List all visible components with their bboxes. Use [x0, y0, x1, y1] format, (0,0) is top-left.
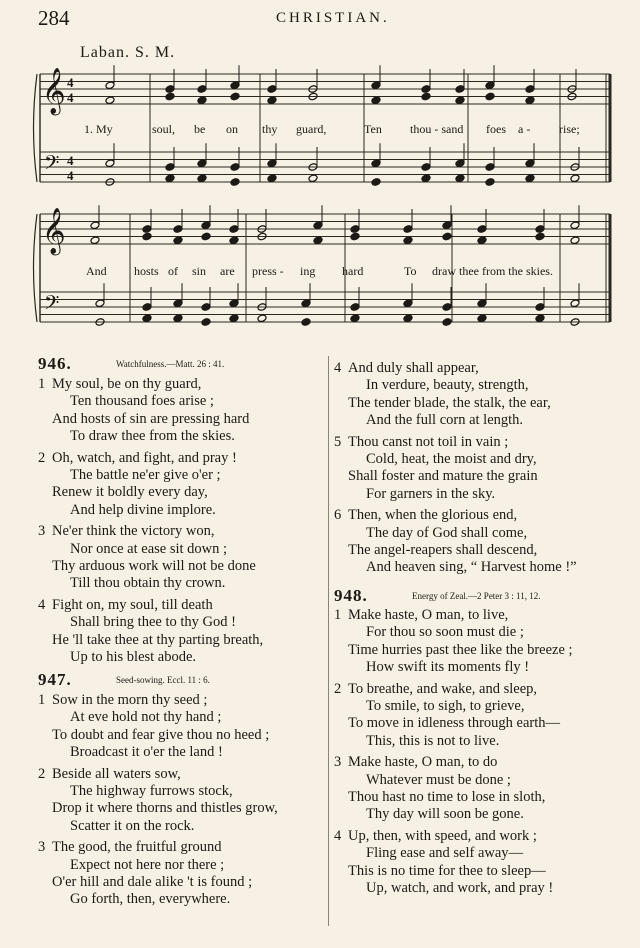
hymn-line: Ten thousand foes arise ;	[70, 393, 214, 410]
note-head	[421, 163, 431, 172]
verse-number: 4	[38, 596, 46, 613]
lyric-syllable: soul,	[152, 122, 176, 136]
note-head	[403, 299, 413, 308]
hymn-line: Sow in the morn thy seed ;	[52, 692, 208, 708]
hymn-line: And duly shall appear,	[348, 360, 479, 376]
note-head	[105, 159, 115, 168]
note-head	[485, 163, 495, 172]
hymn-line: Broadcast it o'er the land !	[70, 744, 223, 761]
hymn-line: Fight on, my soul, till death	[52, 596, 213, 613]
verse-number: 2	[38, 449, 46, 466]
note-head	[105, 81, 115, 90]
note-head	[350, 314, 360, 323]
note-head	[165, 85, 175, 94]
note-head	[455, 159, 465, 168]
note-head	[485, 178, 495, 187]
note-head	[421, 174, 431, 183]
lyric-syllable: foes	[486, 122, 506, 136]
note-head	[173, 314, 183, 323]
lyric-syllable: press -	[252, 264, 284, 278]
note-head	[165, 174, 175, 183]
note-head	[313, 221, 323, 230]
note-head	[229, 225, 239, 234]
time-signature: 4	[67, 153, 74, 168]
lyric-syllable: guard,	[296, 122, 327, 136]
note-head	[230, 81, 240, 90]
note-head	[229, 299, 239, 308]
note-head	[442, 232, 452, 241]
note-head	[142, 303, 152, 312]
note-head	[455, 85, 465, 94]
note-head	[455, 174, 465, 183]
note-head	[230, 92, 240, 101]
hymn-number: 948.	[334, 586, 368, 605]
note-head	[105, 96, 115, 105]
lyric-syllable: 1. My	[84, 122, 113, 136]
hymn-line: Ne'er think the victory won,	[52, 523, 215, 540]
hymn-line: To draw thee from the skies.	[70, 428, 235, 445]
note-head	[197, 85, 207, 94]
note-head	[229, 236, 239, 245]
hymn-line: At eve hold not thy hand ;	[70, 709, 222, 726]
lyric-syllable: thy	[262, 122, 278, 136]
hymn-line: Oh, watch, and fight, and pray !	[52, 449, 237, 466]
lyric-syllable: sin	[192, 264, 207, 278]
hymn-line: Beside all waters sow,	[52, 765, 181, 782]
lyric-syllable: ing	[300, 264, 316, 278]
hymn-line: Shall bring thee to thy God !	[70, 614, 236, 631]
note-head	[535, 225, 545, 234]
hymn-line: Thou canst not toil in vain ;	[348, 433, 509, 450]
note-head	[197, 96, 207, 105]
note-head	[142, 232, 152, 241]
note-head	[535, 314, 545, 323]
hymn-line: He 'll take thee at thy parting breath,	[52, 631, 264, 648]
hymn-line: Whatever must be done ;	[366, 771, 511, 788]
note-head	[535, 303, 545, 312]
verse-number: 1	[38, 376, 46, 392]
time-signature: 4	[67, 90, 74, 105]
note-head	[570, 221, 580, 230]
music-score	[0, 0, 640, 340]
note-head	[201, 303, 211, 312]
note-head	[350, 225, 360, 234]
note-head	[165, 163, 175, 172]
hymn-line: My soul, be on thy guard,	[52, 376, 202, 392]
note-head	[570, 236, 580, 245]
hymn-number: 947.	[38, 670, 72, 689]
note-head	[442, 318, 452, 327]
hymn-line: The battle ne'er give o'er ;	[70, 467, 221, 483]
hymn-line: To doubt and fear give thou no heed ;	[52, 726, 270, 743]
hymn-line: Thy day will soon be gone.	[366, 806, 524, 823]
hymn-line: The tender blade, the stalk, the ear,	[348, 394, 551, 411]
note-head	[371, 159, 381, 168]
running-head: CHRISTIAN.	[276, 10, 390, 26]
hymn-line: And the full corn at length.	[366, 412, 524, 429]
time-signature: 4	[67, 75, 74, 90]
note-head	[173, 225, 183, 234]
hymn-line: Scatter it on the rock.	[70, 817, 195, 834]
verse-number: 4	[334, 360, 342, 376]
hymn-line: Drop it where thorns and thistles grow,	[52, 800, 278, 817]
lyric-syllable: To	[404, 264, 417, 278]
hymn-line: Shall foster and mature the grain	[348, 468, 538, 485]
note-head	[421, 92, 431, 101]
note-head	[230, 178, 240, 187]
note-head	[421, 85, 431, 94]
note-head	[201, 221, 211, 230]
hymn-line: Cold, heat, the moist and dry,	[366, 451, 537, 467]
note-head	[477, 299, 487, 308]
note-head	[477, 225, 487, 234]
note-head	[313, 236, 323, 245]
hymn-line: Up, then, with speed, and work ;	[348, 827, 537, 844]
verse-number: 3	[38, 523, 46, 540]
hymn-line: How swift its moments fly !	[366, 659, 530, 676]
note-head	[525, 85, 535, 94]
tune-name: Laban. S. M.	[80, 44, 176, 61]
note-head	[403, 225, 413, 234]
brace	[34, 74, 38, 182]
note-head	[485, 81, 495, 90]
note-head	[403, 236, 413, 245]
hymn-line: Then, when the glorious end,	[348, 507, 518, 524]
bass-clef: 𝄢	[44, 151, 60, 179]
verse-number: 6	[334, 507, 342, 524]
note-head	[442, 303, 452, 312]
note-head	[403, 314, 413, 323]
hymn-line: The day of God shall come,	[366, 524, 528, 541]
note-head	[142, 314, 152, 323]
note-head	[267, 159, 277, 168]
hymn-line: For garners in the sky.	[366, 485, 496, 502]
hymn-topic: Watchfulness.—Matt. 26 : 41.	[116, 359, 225, 369]
hymn-line: The highway furrows stock,	[70, 783, 233, 799]
verse-number: 2	[334, 680, 342, 697]
note-head	[570, 174, 580, 183]
note-head	[442, 221, 452, 230]
time-signature: 4	[67, 168, 74, 183]
note-head	[257, 314, 267, 323]
hymn-line: Expect not here nor there ;	[70, 856, 225, 873]
treble-clef: 𝄞	[42, 208, 66, 254]
verse-number: 4	[334, 827, 342, 844]
note-head	[477, 314, 487, 323]
hymn-line: Up to his blest abode.	[70, 649, 197, 665]
note-head	[201, 232, 211, 241]
hymn-number: 946.	[38, 354, 72, 373]
lyric-syllable: rise;	[559, 122, 580, 136]
hymn-line: Go forth, then, everywhere.	[70, 891, 231, 908]
hymn-line: The angel-reapers shall descend,	[348, 542, 538, 558]
note-head	[267, 174, 277, 183]
hymn-line: Time hurries past thee like the breeze ;	[348, 641, 573, 658]
hymn-line: Make haste, O man, to live,	[348, 607, 509, 623]
note-head	[485, 92, 495, 101]
hymn-topic: Seed-sowing. Eccl. 11 : 6.	[116, 675, 210, 685]
verse-number: 5	[334, 433, 342, 450]
hymn-line: Make haste, O man, to do	[348, 754, 498, 771]
verse-number: 3	[38, 839, 46, 856]
lyric-syllable: be	[194, 122, 206, 136]
note-head	[267, 85, 277, 94]
note-head	[230, 163, 240, 172]
note-head	[477, 236, 487, 245]
lyric-syllable: a -	[518, 122, 531, 136]
hymn-line: To breathe, and wake, and sleep,	[348, 680, 538, 697]
hymn-line: The good, the fruitful ground	[52, 839, 222, 856]
hymn-line: And hosts of sin are pressing hard	[52, 410, 250, 427]
hymn-line: Renew it boldly every day,	[52, 484, 208, 501]
note-head	[301, 318, 311, 327]
note-head	[301, 299, 311, 308]
lyric-syllable: draw thee from the skies.	[432, 264, 553, 278]
hymn-line: This is no time for thee to sleep—	[348, 862, 546, 879]
hymn-line: O'er hill and dale alike 't is found ;	[52, 874, 253, 890]
note-head	[371, 81, 381, 90]
lyric-syllable: of	[168, 264, 178, 278]
hymn-line: And help divine implore.	[70, 501, 216, 518]
note-head	[371, 178, 381, 187]
lyric-syllable: hard	[342, 264, 364, 278]
hymn-line: Thy arduous work will not be done	[52, 558, 256, 574]
treble-clef: 𝄞	[42, 68, 66, 114]
lyric-syllable: Ten	[364, 122, 382, 136]
hymn-topic: Energy of Zeal.—2 Peter 3 : 11, 12.	[412, 591, 541, 601]
brace	[34, 214, 38, 322]
note-head	[525, 159, 535, 168]
hymn-line: Up, watch, and work, and pray !	[366, 880, 554, 896]
note-head	[201, 318, 211, 327]
note-head	[525, 174, 535, 183]
verse-number: 1	[334, 607, 342, 623]
note-head	[350, 303, 360, 312]
hymn-line: To smile, to sigh, to grieve,	[366, 698, 525, 714]
note-head	[173, 299, 183, 308]
lyric-syllable: thou - sand	[410, 122, 464, 136]
verse-number: 3	[334, 754, 342, 771]
note-head	[165, 92, 175, 101]
verse-number: 1	[38, 692, 46, 708]
hymn-line: For thou so soon must die ;	[366, 624, 524, 641]
note-head	[173, 236, 183, 245]
note-head	[371, 96, 381, 105]
note-head	[308, 174, 318, 183]
note-head	[90, 236, 100, 245]
note-head	[267, 96, 277, 105]
hymn-line: In verdure, beauty, strength,	[366, 377, 529, 394]
page-number: 284	[38, 6, 70, 30]
note-head	[229, 314, 239, 323]
note-head	[90, 221, 100, 230]
note-head	[535, 232, 545, 241]
bass-clef: 𝄢	[44, 291, 60, 319]
hymn-line: Thou hast no time to lose in sloth,	[348, 789, 546, 805]
column-divider	[328, 356, 329, 926]
hymn-line: Fling ease and self away—	[366, 845, 524, 862]
note-head	[570, 299, 580, 308]
note-head	[197, 159, 207, 168]
hymn-line: This, this is not to live.	[366, 732, 500, 749]
note-head	[142, 225, 152, 234]
note-head	[197, 174, 207, 183]
lyric-syllable: on	[226, 122, 238, 136]
note-head	[455, 96, 465, 105]
hymn-line: Nor once at ease sit down ;	[70, 540, 228, 557]
note-head	[95, 299, 105, 308]
hymn-line: And heaven sing, “ Harvest home !”	[366, 559, 577, 576]
note-head	[350, 232, 360, 241]
verse-number: 2	[38, 765, 46, 782]
lyric-syllable: hosts	[134, 264, 159, 278]
hymn-line: To move in idleness through earth—	[348, 715, 561, 732]
hymn-line: Till thou obtain thy crown.	[70, 575, 226, 592]
note-head	[525, 96, 535, 105]
lyric-syllable: And	[86, 264, 107, 278]
lyric-syllable: are	[220, 264, 235, 278]
